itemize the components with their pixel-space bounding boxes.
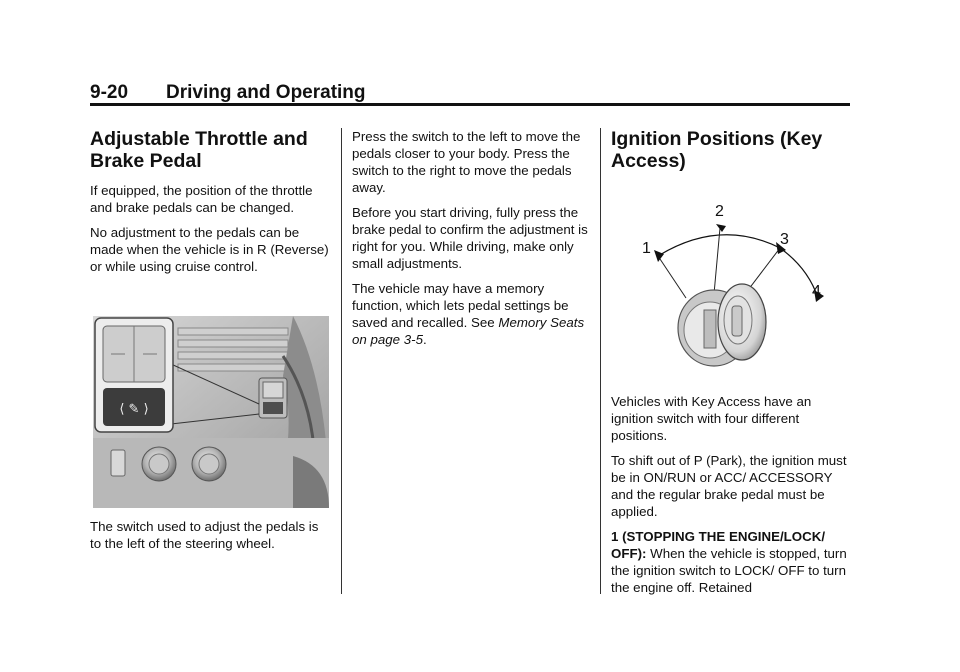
column-2 [352, 128, 592, 356]
paragraph-switch-location: The switch used to adjust the pedals is to the left of the steering wheel. [90, 519, 319, 551]
figure-1-caption-block [90, 518, 330, 560]
paragraph-memory-function [352, 280, 592, 348]
memory-text: The vehicle may have a memory function, which lets pedal settings be saved and recalled. See [352, 281, 569, 330]
ignition-positions-diagram [630, 198, 840, 378]
position-label-3: 3 [780, 231, 789, 248]
pedal-switch-illustration [93, 316, 329, 508]
position-label-2: 2 [715, 203, 724, 220]
heading-ignition-positions [611, 128, 851, 172]
column-1 [90, 128, 330, 283]
column-3 [611, 128, 851, 182]
paragraph-press-switch: Press the switch to the left to move the pedals closer to your body. Press the switch to the right to move the pedals away. [352, 129, 581, 195]
memory-end: . [422, 332, 427, 347]
position-1-text: When the vehicle is stopped, turn the ignition switch to LOCK/ OFF to turn the engine off. Retained [611, 546, 847, 595]
memory-seats-link[interactable]: Memory Seats on page 3-5 [352, 315, 585, 347]
heading-adjustable-pedal [90, 128, 330, 172]
paragraph-no-adjustment: No adjustment to the pedals can be made when the vehicle is in R (Reverse) or while using cruise control. [90, 225, 329, 274]
page-number: 9-20 [90, 82, 129, 103]
heading-line-2: Brake Pedal [90, 150, 202, 172]
paragraph-stopping-engine [611, 528, 851, 596]
column-divider-1 [341, 128, 342, 594]
position-1-title: 1 (STOPPING THE ENGINE/LOCK/ OFF): [611, 529, 826, 561]
heading-line-2: Access) [611, 150, 686, 172]
paragraph-key-access: Vehicles with Key Access have an ignition switch with four different positions. [611, 394, 812, 443]
heading-line-1: Ignition Positions (Key [611, 128, 823, 150]
paragraph-shift-out-of-park: To shift out of P (Park), the ignition must be in ON/RUN or ACC/ ACCESSORY and the regular brake pedal must be applied. [611, 453, 847, 519]
ignition-text-block [611, 393, 851, 604]
paragraph-if-equipped: If equipped, the position of the throttle and brake pedals can be changed. [90, 183, 313, 215]
section-title: Driving and Operating [166, 82, 366, 103]
column-divider-2 [600, 128, 601, 594]
position-label-1: 1 [642, 240, 651, 257]
svg-text:⟨ ✎ ⟩: ⟨ ✎ ⟩ [119, 402, 149, 417]
header-rule [90, 103, 850, 106]
position-label-4: 4 [812, 283, 821, 300]
paragraph-before-driving: Before you start driving, fully press the brake pedal to confirm the adjustment is right for you. While driving, make only small adjustments. [352, 205, 588, 271]
heading-line-1: Adjustable Throttle and [90, 128, 308, 150]
